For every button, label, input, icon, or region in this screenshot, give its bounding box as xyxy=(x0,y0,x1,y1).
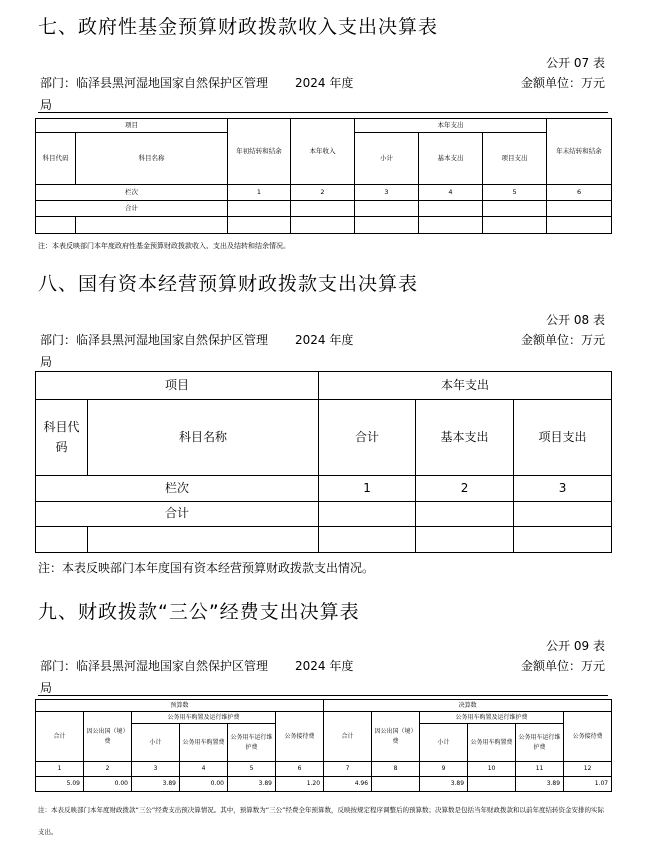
empty-cell xyxy=(416,527,514,553)
header-final-total: 合计 xyxy=(324,712,372,762)
section9-department: 部门：临泽县黑河湿地国家自然保护区管理局 xyxy=(40,659,269,695)
index-cell: 3 xyxy=(514,476,612,502)
empty-cell xyxy=(355,217,419,234)
section9-unit: 金额单位：万元 xyxy=(520,659,605,673)
header-total: 合计 xyxy=(319,400,416,476)
final-subtotal-value: 3.89 xyxy=(420,777,468,792)
value-cell xyxy=(483,201,547,217)
row-index-label: 栏次 xyxy=(36,476,319,502)
index-cell: 4 xyxy=(180,762,228,777)
index-cell: 12 xyxy=(564,762,612,777)
empty-cell xyxy=(36,527,88,553)
section9-title: 九、财政拨款“三公”经费支出决算表 xyxy=(38,601,360,623)
index-cell: 1 xyxy=(36,762,84,777)
section8-year: 2024 年度 xyxy=(295,333,354,347)
final-total-value: 4.96 xyxy=(324,777,372,792)
header-project: 项目支出 xyxy=(514,400,612,476)
budget-reception-value: 1.20 xyxy=(276,777,324,792)
section8-table xyxy=(35,371,612,553)
header-budget-subtotal: 小计 xyxy=(132,724,180,762)
table-row xyxy=(36,762,612,777)
section9-rule xyxy=(38,695,608,696)
header-subtotal: 小计 xyxy=(355,133,419,185)
index-cell: 6 xyxy=(547,185,612,201)
budget-total-value: 5.09 xyxy=(36,777,84,792)
empty-cell xyxy=(547,217,612,234)
header-final-vehicle: 公务用车购置及运行维护费 xyxy=(420,712,564,724)
index-cell: 2 xyxy=(416,476,514,502)
value-cell xyxy=(291,201,355,217)
empty-cell xyxy=(483,217,547,234)
header-income: 本年收入 xyxy=(291,119,355,185)
header-basic: 基本支出 xyxy=(416,400,514,476)
row-index-label: 栏次 xyxy=(36,185,228,201)
index-cell: 9 xyxy=(420,762,468,777)
section7-rule xyxy=(38,112,608,113)
section9-table-code: 公开 09 表 xyxy=(546,639,605,653)
index-cell: 11 xyxy=(516,762,564,777)
index-cell: 4 xyxy=(419,185,483,201)
index-cell: 8 xyxy=(372,762,420,777)
value-cell xyxy=(514,502,612,527)
index-cell: 6 xyxy=(276,762,324,777)
header-final-subtotal: 小计 xyxy=(420,724,468,762)
header-final-reception: 公务接待费 xyxy=(564,712,612,762)
section9-year: 2024 年度 xyxy=(295,659,354,673)
header-expense: 本年支出 xyxy=(355,119,547,133)
index-cell: 5 xyxy=(483,185,547,201)
header-budget-total: 合计 xyxy=(36,712,84,762)
header-final: 决算数 xyxy=(324,700,612,712)
header-item: 项目 xyxy=(36,372,319,400)
table-row xyxy=(36,201,612,217)
budget-purchase-value: 0.00 xyxy=(180,777,228,792)
table-row xyxy=(36,476,612,502)
final-purchase-value xyxy=(468,777,516,792)
header-budget-operate: 公务用车运行维护费 xyxy=(228,724,276,762)
section8-title: 八、国有资本经营预算财政拨款支出决算表 xyxy=(38,273,419,295)
section7-title: 七、政府性基金预算财政拨款收入支出决算表 xyxy=(38,16,439,38)
empty-cell xyxy=(36,217,76,234)
final-operate-value: 3.89 xyxy=(516,777,564,792)
header-budget-reception: 公务接待费 xyxy=(276,712,324,762)
empty-cell xyxy=(319,527,416,553)
row-total-label: 合计 xyxy=(36,201,228,217)
header-subject-code: 科目代码 xyxy=(36,400,88,476)
section7-note: 注：本表反映部门本年度政府性基金预算财政拨款收入、支出及结转和结余情况。 xyxy=(38,242,290,250)
header-subject-name: 科目名称 xyxy=(88,400,319,476)
index-cell: 7 xyxy=(324,762,372,777)
budget-abroad-value: 0.00 xyxy=(84,777,132,792)
index-cell: 5 xyxy=(228,762,276,777)
value-cell xyxy=(355,201,419,217)
table-row xyxy=(36,217,612,234)
header-budget-vehicle: 公务用车购置及运行维护费 xyxy=(132,712,276,724)
section9-table xyxy=(35,699,612,792)
value-cell xyxy=(419,201,483,217)
value-cell xyxy=(319,502,416,527)
header-basic: 基本支出 xyxy=(419,133,483,185)
table-row xyxy=(36,777,612,792)
section8-table-code: 公开 08 表 xyxy=(546,313,605,327)
budget-subtotal-value: 3.89 xyxy=(132,777,180,792)
header-end-balance: 年末结转和结余 xyxy=(547,119,612,185)
section7-table-code: 公开 07 表 xyxy=(546,56,605,70)
header-project: 项目支出 xyxy=(483,133,547,185)
empty-cell xyxy=(291,217,355,234)
index-cell: 2 xyxy=(291,185,355,201)
header-final-operate: 公务用车运行维护费 xyxy=(516,724,564,762)
empty-cell xyxy=(76,217,228,234)
header-budget-purchase: 公务用车购置费 xyxy=(180,724,228,762)
section8-note: 注：本表反映部门本年度国有资本经营预算财政拨款支出情况。 xyxy=(38,561,375,575)
empty-cell xyxy=(88,527,319,553)
section7-department: 部门：临泽县黑河湿地国家自然保护区管理局 xyxy=(40,76,269,112)
index-cell: 3 xyxy=(355,185,419,201)
header-budget-abroad: 因公出国（境）费 xyxy=(84,712,132,762)
index-cell: 1 xyxy=(228,185,291,201)
empty-cell xyxy=(419,217,483,234)
empty-cell xyxy=(514,527,612,553)
section7-year: 2024 年度 xyxy=(295,76,354,90)
table-row xyxy=(36,527,612,553)
row-total-label: 合计 xyxy=(36,502,319,527)
final-reception-value: 1.07 xyxy=(564,777,612,792)
header-budget: 预算数 xyxy=(36,700,324,712)
value-cell xyxy=(228,201,291,217)
section7-table xyxy=(35,118,612,234)
header-item: 项目 xyxy=(36,119,228,133)
section7-unit: 金额单位：万元 xyxy=(520,76,605,90)
value-cell xyxy=(416,502,514,527)
empty-cell xyxy=(228,217,291,234)
header-subject-code: 科目代码 xyxy=(36,133,76,185)
final-abroad-value xyxy=(372,777,420,792)
table-row xyxy=(36,502,612,527)
section9-note: 注：本表反映部门本年度财政拨款“三公”经费支出预决算情况。其中，预算数为“三公”经费全年预算数，反映按规定程序调整后的预算数；决算数是包括当年财政拨款和以前年度结转资金安排的实际支出。 xyxy=(38,806,604,836)
section8-unit: 金额单位：万元 xyxy=(520,333,605,347)
index-cell: 1 xyxy=(319,476,416,502)
value-cell xyxy=(547,201,612,217)
index-cell: 2 xyxy=(84,762,132,777)
budget-operate-value: 3.89 xyxy=(228,777,276,792)
header-begin-balance: 年初结转和结余 xyxy=(228,119,291,185)
table-row xyxy=(36,185,612,201)
section8-department: 部门：临泽县黑河湿地国家自然保护区管理局 xyxy=(40,333,269,369)
index-cell: 10 xyxy=(468,762,516,777)
index-cell: 3 xyxy=(132,762,180,777)
header-subject-name: 科目名称 xyxy=(76,133,228,185)
header-expense: 本年支出 xyxy=(319,372,612,400)
header-final-abroad: 因公出国（境）费 xyxy=(372,712,420,762)
header-final-purchase: 公务用车购置费 xyxy=(468,724,516,762)
